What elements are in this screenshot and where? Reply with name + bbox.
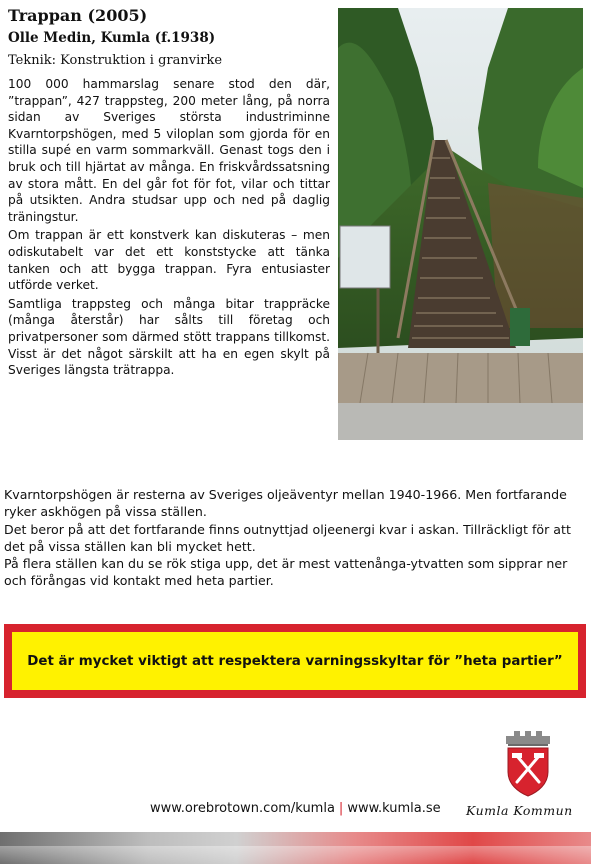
- kumla-kommun-logotype: Kumla Kommun: [466, 803, 573, 818]
- info-section: [4, 486, 586, 590]
- info-paragraph: Det beror på att det fortfarande finns outnyttjad oljeenergi kvar i askan. Tillräckligt för att det på vissa ställen kan bli mycket hett.: [4, 521, 571, 554]
- footer-links: [150, 801, 441, 816]
- article-body: [8, 76, 330, 381]
- stair-photo: [338, 8, 583, 440]
- body-paragraph: 100 000 hammarslag senare stod den där, ”trappan”, 427 trappsteg, 200 meter lång, på norra sidan av Sveriges största industriminne Kvarntorpshögen, med 5 viloplan som gjorda för en stilla supé en varm sommarkväll. Genast togs den i bruk och till hjärtat av många. En friskvårdssatsning av stora mått. En del går fot för fot, vilar och tittar på utsikten. Andra studsar upp och ned på daglig träningstur.: [8, 77, 330, 224]
- warning-box: [4, 624, 586, 698]
- body-paragraph: Samtliga trappsteg och många bitar trappräcke (många återstår) har sålts till företag och privatpersoner som därmed stött trappans tillkomst. Visst är det något särskilt att ha en egen skylt på Sveriges längsta trätrappa.: [8, 296, 330, 378]
- technique-line: Teknik: Konstruktion i granvirke: [8, 53, 223, 68]
- warning-text: Det är mycket viktigt att respektera varningsskyltar för ”heta partier”: [12, 632, 578, 690]
- link-separator: |: [338, 801, 344, 816]
- kumla-crest-icon: [500, 728, 556, 798]
- link-orebrotown[interactable]: www.orebrotown.com/kumla: [150, 801, 335, 816]
- artist-line: Olle Medin, Kumla (f.1938): [8, 30, 216, 46]
- link-kumla[interactable]: www.kumla.se: [347, 801, 441, 816]
- info-paragraph: På flera ställen kan du se rök stiga upp, det är mest vattenånga-ytvatten som sipprar ner och förångas vid kontakt med heta partier.: [4, 556, 568, 589]
- footer-band: [0, 832, 591, 864]
- body-paragraph: Om trappan är ett konstverk kan diskuteras – men odiskutabelt var det ett konststycke att tänka tanken och att bygga trappan. Fyra entusiaster utförde verket.: [8, 228, 330, 293]
- info-paragraph: Kvarntorpshögen är resterna av Sveriges oljeäventyr mellan 1940-1966. Men fortfarande ryker askhögen på vissa ställen.: [4, 487, 567, 520]
- page-title: Trappan (2005): [8, 6, 148, 25]
